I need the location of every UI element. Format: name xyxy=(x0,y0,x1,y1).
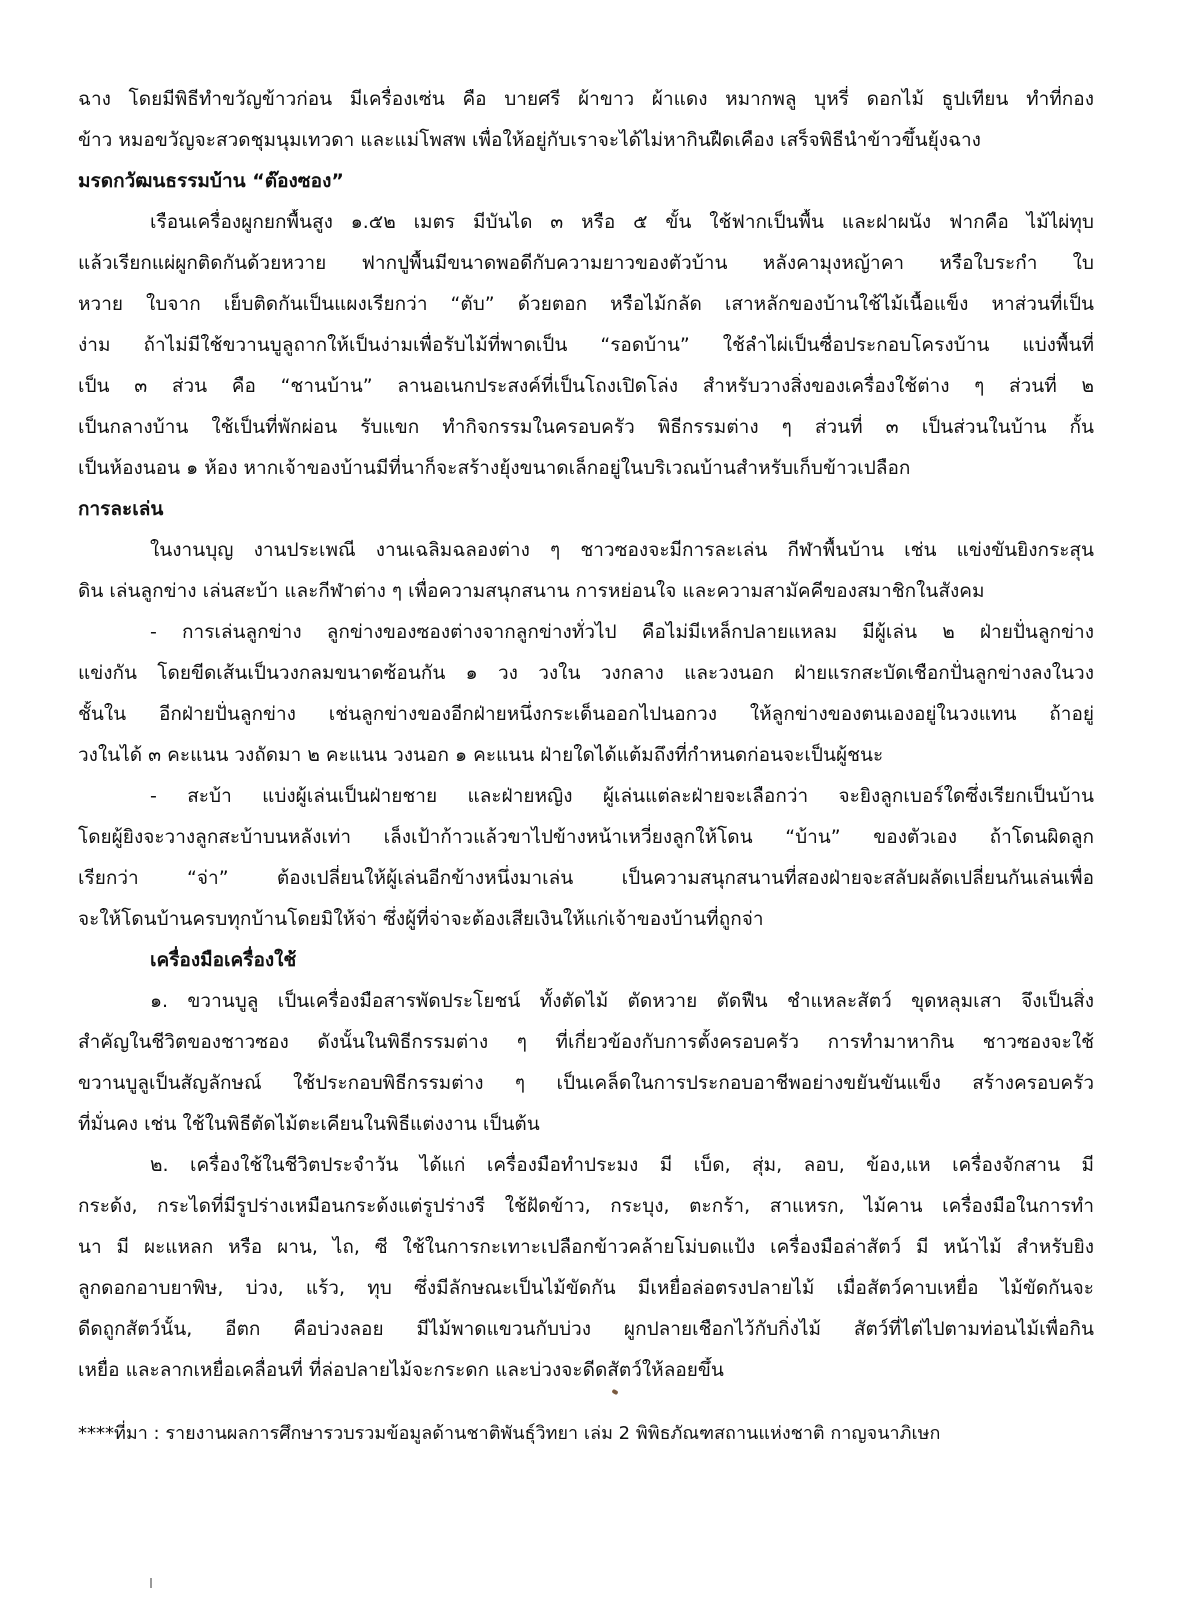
paragraph-line: ดิน เล่นลูกข่าง เล่นสะบ้า และกีฬาต่าง ๆ เพื่อความสนุกสนาน การหย่อนใจ และความสามัคคีของสมาชิกในสังคม xyxy=(78,580,985,602)
paragraph-line: เรือนเครื่องผูกยกพื้นสูง ๑.๕๒ เมตร มีบันได ๓ หรือ ๕ ขั้น ใช้ฟากเป็นพื้น และฝาผนัง ฟากคือ ไม้ไผ่ทุบ xyxy=(150,211,1094,233)
paragraph-line: ชั้นใน อีกฝ่ายปั่นลูกข่าง เช่นลูกข่างของอีกฝ่ายหนึ่งกระเด็นออกไปนอกวง ให้ลูกข่างของตนเองอยู่ในวงแทน ถ้าอยู่ xyxy=(78,703,1094,725)
paragraph-line: - สะบ้า แบ่งผู้เล่นเป็นฝ่ายชาย และฝ่ายหญิง ผู้เล่นแต่ละฝ่ายจะเลือกว่า จะยิงลูกเบอร์ใดซึ่งเรียกเป็นบ้าน xyxy=(150,785,1094,807)
paragraph-line: เป็นกลางบ้าน ใช้เป็นที่พักผ่อน รับแขก ทำกิจกรรมในครอบครัว พิธีกรรมต่าง ๆ ส่วนที่ ๓ เป็นส่วนในบ้าน กั้น xyxy=(78,416,1094,438)
paragraph-line: ดีดถูกสัตว์นั้น, อีตก คือบ่วงลอย มีไม้พาดแขวนกับบ่วง ผูกปลายเชือกไว้กับกิ่งไม้ สัตว์ที่ไต่ไปตามท่อนไม้เพื่อกิน xyxy=(78,1318,1094,1340)
paragraph-line: ๒. เครื่องใช้ในชีวิตประจำวัน ได้แก่ เครื่องมือทำประมง มี เบ็ด, สุ่ม, ลอบ, ข้อง,แห เครื่องจักสาน มี xyxy=(150,1154,1094,1176)
scan-mark xyxy=(150,1578,152,1588)
paragraph-line: แข่งกัน โดยขีดเส้นเป็นวงกลมขนาดซ้อนกัน ๑ วง วงใน วงกลาง และวงนอก ฝ่ายแรกสะบัดเชือกปั่นลูกข่างลงในวง xyxy=(78,662,1094,684)
paragraph-line: ฉาง โดยมีพิธีทำขวัญข้าวก่อน มีเครื่องเซ่น คือ บายศรี ผ้าขาว ผ้าแดง หมากพลู บุหรี่ ดอกไม้ ธูปเทียน ทำที่กอง xyxy=(78,88,1094,110)
section-heading: เครื่องมือเครื่องใช้ xyxy=(150,949,297,971)
paragraph-line: เป็นห้องนอน ๑ ห้อง หากเจ้าของบ้านมีที่นาก็จะสร้างยุ้งขนาดเล็กอยู่ในบริเวณบ้านสำหรับเก็บข้าวเปลือก xyxy=(78,457,911,479)
section-heading: การละเล่น xyxy=(78,498,164,520)
paragraph-line: ๑. ขวานบูลู เป็นเครื่องมือสารพัดประโยชน์ ทั้งตัดไม้ ตัดหวาย ตัดฟืน ชำแหละสัตว์ ขุดหลุมเสา จึงเป็นสิ่ง xyxy=(150,990,1094,1012)
section-heading: มรดกวัฒนธรรมบ้าน “ต๊องซอง” xyxy=(78,170,344,192)
paragraph-line: สำคัญในชีวิตของชาวซอง ดังนั้นในพิธีกรรมต่าง ๆ ที่เกี่ยวข้องกับการตั้งครอบครัว การทำมาหากิน ชาวซองจะใช้ xyxy=(78,1031,1094,1053)
paragraph-line: ข้าว หมอขวัญจะสวดชุมนุมเทวดา และแม่โพสพ เพื่อให้อยู่กับเราจะได้ไม่หากินฝืดเคือง เสร็จพิธีนำข้าวขึ้นยุ้งฉาง xyxy=(78,129,981,151)
paragraph-line: ในงานบุญ งานประเพณี งานเฉลิมฉลองต่าง ๆ ชาวซองจะมีการละเล่น กีฬาพื้นบ้าน เช่น แข่งขันยิงกระสุน xyxy=(150,539,1094,561)
paragraph-line: - การเล่นลูกข่าง ลูกข่างของซองต่างจากลูกข่างทั่วไป คือไม่มีเหล็กปลายแหลม มีผู้เล่น ๒ ฝ่ายปั่นลูกข่าง xyxy=(150,621,1094,643)
paragraph-line: เป็น ๓ ส่วน คือ “ชานบ้าน” ลานอเนกประสงค์ที่เป็นโถงเปิดโล่ง สำหรับวางสิ่งของเครื่องใช้ต่าง ๆ ส่วนที่ ๒ xyxy=(78,375,1094,397)
paragraph-line: โดยผู้ยิงจะวางลูกสะบ้าบนหลังเท่า เล็งเป้าก้าวแล้วขาไปข้างหน้าเหวี่ยงลูกให้โดน “บ้าน” ของตัวเอง ถ้าโดนผิดลูก xyxy=(78,826,1094,848)
document-body xyxy=(78,86,1094,1398)
paragraph-line: แล้วเรียกแผ่ผูกติดกันด้วยหวาย ฟากปูพื้นมีขนาดพอดีกับความยาวของตัวบ้าน หลังคามุงหญ้าคา หรือใบระกำ ใบ xyxy=(78,252,1094,274)
source-footnote: ****ที่มา : รายงานผลการศึกษารวบรวมข้อมูลด้านชาติพันธุ์วิทยา เล่ม 2 พิพิธภัณฑสถานแห่งชาติ กาญจนาภิเษก xyxy=(78,1423,941,1444)
paragraph-line: ขวานบูลูเป็นสัญลักษณ์ ใช้ประกอบพิธีกรรมต่าง ๆ เป็นเคล็ดในการประกอบอาชีพอย่างขยันขันแข็ง สร้างครอบครัว xyxy=(78,1072,1094,1094)
paragraph-line: เหยื่อ และลากเหยื่อเคลื่อนที่ ที่ล่อปลายไม้จะกระดก และบ่วงจะดีดสัตว์ให้ลอยขึ้น xyxy=(78,1359,724,1381)
paragraph-line: หวาย ใบจาก เย็บติดกันเป็นแผงเรียกว่า “ตับ” ด้วยตอก หรือไม้กลัด เสาหลักของบ้านใช้ไม้เนื้อแข็ง หาส่วนที่เป็น xyxy=(78,293,1094,315)
paragraph-line: นา มี ผะแหลก หรือ ผาน, ไถ, ซี ใช้ในการกะเทาะเปลือกข้าวคล้ายโม่บดแป้ง เครื่องมือล่าสัตว์ มี หน้าไม้ สำหรับยิง xyxy=(78,1236,1094,1258)
paragraph-line: เรียกว่า “จ่า” ต้องเปลี่ยนให้ผู้เล่นอีกข้างหนึ่งมาเล่น เป็นความสนุกสนานที่สองฝ่ายจะสลับผลัดเปลี่ยนกันเล่นเพื่อ xyxy=(78,867,1094,889)
paragraph-line: จะให้โดนบ้านครบทุกบ้านโดยมิให้จ่า ซึ่งผู้ที่จ่าจะต้องเสียเงินให้แก่เจ้าของบ้านที่ถูกจ่า xyxy=(78,908,764,930)
paragraph-line: ลูกดอกอาบยาพิษ, บ่วง, แร้ว, ทุบ ซึ่งมีลักษณะเป็นไม้ขัดกัน มีเหยื่อล่อตรงปลายไม้ เมื่อสัตว์คาบเหยื่อ ไม้ขัดกันจะ xyxy=(78,1277,1094,1299)
paragraph-line: ง่าม ถ้าไม่มีใช้ขวานบูลูถากให้เป็นง่ามเพื่อรับไม้ที่พาดเป็น “รอดบ้าน” ใช้ลำไผ่เป็นซื่อประกอบโครงบ้าน แบ่งพื้นที่ xyxy=(78,334,1094,356)
paragraph-line: กระด้ง, กระไดที่มีรูปร่างเหมือนกระด้งแต่รูปร่างรี ใช้ฝัดข้าว, กระบุง, ตะกร้า, สาแหรก, ไม้คาน เครื่องมือในการทำ xyxy=(78,1195,1094,1217)
paragraph-line: วงในได้ ๓ คะแนน วงถัดมา ๒ คะแนน วงนอก ๑ คะแนน ฝ่ายใดได้แต้มถึงที่กำหนดก่อนจะเป็นผู้ชนะ xyxy=(78,744,884,766)
paragraph-line: ที่มั่นคง เช่น ใช้ในพิธีตัดไม้ตะเคียนในพิธีแต่งงาน เป็นต้น xyxy=(78,1113,540,1135)
